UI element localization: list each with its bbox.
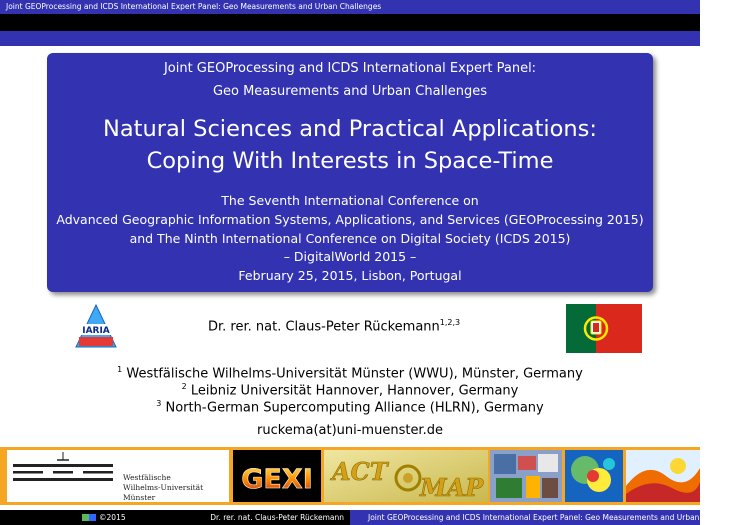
author-affiliation-marks: 1,2,3	[439, 318, 461, 327]
blue-square-icon	[89, 514, 96, 521]
running-title: Joint GEOProcessing and ICDS International Expert Panel: Geo Measurements and Urban Challenges	[6, 2, 382, 11]
title-box	[47, 53, 653, 292]
affiliation-number: 3	[156, 399, 162, 408]
conference-line: The Seventh International Conference on	[221, 193, 479, 208]
map-visualization-thumbnail	[626, 450, 700, 502]
gexi-logo-text: GEXI	[241, 464, 313, 495]
footer-title: Joint GEOProcessing and ICDS International Expert Panel: Geo Measurements and Urban Challenges	[368, 513, 743, 522]
conference-line: Advanced Geographic Information Systems, Applications, and Services (GEOProcessing 2015)	[56, 212, 644, 227]
iaria-logo-text: IARIA	[82, 326, 110, 336]
actomap-text-map: MAP	[420, 473, 484, 502]
talk-title-line2: Coping With Interests in Space-Time	[146, 148, 554, 174]
wwu-logo-line1: Westfälische	[123, 473, 171, 482]
conference-line: and The Ninth International Conference on Digital Society (ICDS 2015)	[129, 231, 571, 246]
footer-copyright: ©2015	[99, 513, 126, 522]
map-visualization-thumbnail	[490, 450, 562, 502]
affiliation-1	[0, 365, 700, 381]
actomap-text-act: ACT	[332, 457, 388, 486]
header-bar	[0, 0, 700, 14]
footer-author: Dr. rer. nat. Claus-Peter Rückemann	[210, 513, 344, 522]
conference-line: – DigitalWorld 2015 –	[283, 249, 417, 264]
author-email: ruckema(at)uni-muenster.de	[257, 423, 443, 438]
affiliation-text: Leibniz Universität Hannover, Hannover, Germany	[190, 383, 519, 399]
green-square-icon	[82, 514, 89, 521]
wwu-logo-line3: Münster	[123, 493, 156, 502]
iaria-logo	[75, 304, 117, 348]
affiliation-2	[0, 382, 700, 398]
actomap-logo	[324, 450, 488, 502]
affiliation-number: 1	[117, 365, 123, 374]
header-black-band	[0, 14, 700, 31]
gexi-logo	[233, 450, 321, 502]
footer-left	[0, 510, 175, 525]
affiliation-3	[0, 399, 700, 415]
talk-title-line1: Natural Sciences and Practical Applications:	[103, 116, 597, 142]
footer-middle	[175, 510, 350, 525]
affiliation-number: 2	[181, 382, 187, 391]
affiliation-text: Westfälische Wilhelms-Universität Münster (WWU), Münster, Germany	[126, 366, 583, 382]
footer-right	[350, 510, 743, 525]
author-line	[208, 318, 460, 334]
footer-bar	[0, 510, 743, 525]
portugal-flag	[566, 304, 642, 353]
panel-title-line1: Joint GEOProcessing and ICDS International Expert Panel:	[163, 61, 537, 76]
map-visualization-thumbnail	[565, 450, 623, 502]
wwu-logo-line2: Wilhelms-Universität	[123, 483, 204, 492]
header-blue-band	[0, 31, 700, 46]
panel-title-line2: Geo Measurements and Urban Challenges	[212, 84, 488, 99]
author-name: Dr. rer. nat. Claus-Peter Rückemann	[208, 319, 440, 335]
wwu-logo	[7, 450, 229, 502]
conference-date-location: February 25, 2015, Lisbon, Portugal	[238, 268, 462, 283]
affiliation-text: North-German Supercomputing Alliance (HLRN), Germany	[165, 400, 544, 416]
